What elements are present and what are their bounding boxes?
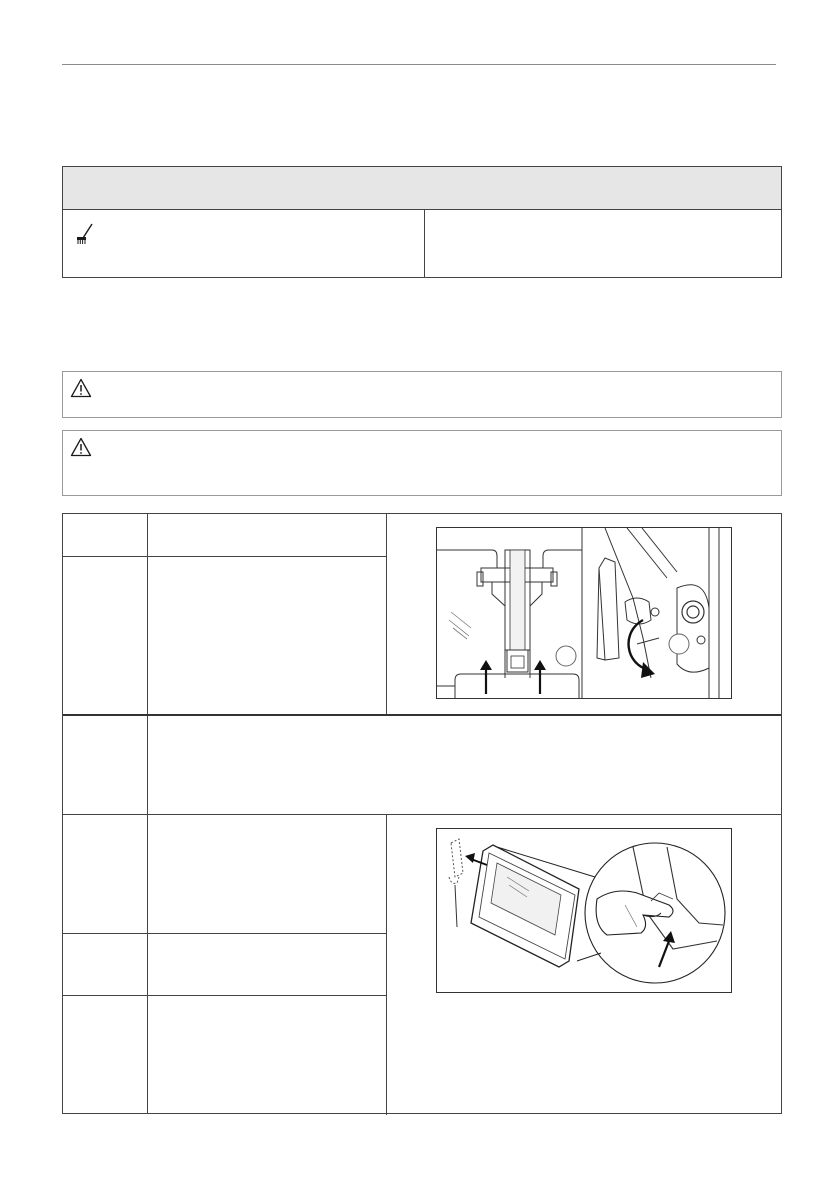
door-hinge-figure bbox=[436, 527, 732, 699]
cleaning-table bbox=[62, 166, 782, 278]
warning-box-2 bbox=[62, 430, 782, 496]
steps-row-divider bbox=[63, 556, 386, 557]
warning-triangle-icon bbox=[70, 378, 92, 398]
cleaning-table-right-cell bbox=[425, 210, 781, 278]
steps-col-divider bbox=[386, 514, 387, 715]
cleaning-table-left-cell bbox=[63, 210, 425, 278]
cleaning-table-header bbox=[63, 167, 781, 210]
brush-icon bbox=[75, 222, 95, 246]
steps-row-divider bbox=[63, 933, 386, 934]
page-top-rule bbox=[62, 64, 776, 65]
door-glass-removal-figure bbox=[436, 828, 732, 993]
door-glass-illustration bbox=[437, 829, 731, 992]
door-hinge-illustration bbox=[437, 528, 731, 698]
steps-row-divider bbox=[63, 714, 781, 716]
steps-row-divider bbox=[63, 995, 386, 996]
warning-triangle-icon bbox=[70, 437, 92, 457]
steps-col-divider bbox=[386, 815, 387, 1115]
steps-table bbox=[62, 513, 782, 1114]
warning-box-1 bbox=[62, 371, 782, 418]
cleaning-table-row bbox=[63, 210, 781, 278]
steps-row-divider bbox=[63, 814, 781, 815]
